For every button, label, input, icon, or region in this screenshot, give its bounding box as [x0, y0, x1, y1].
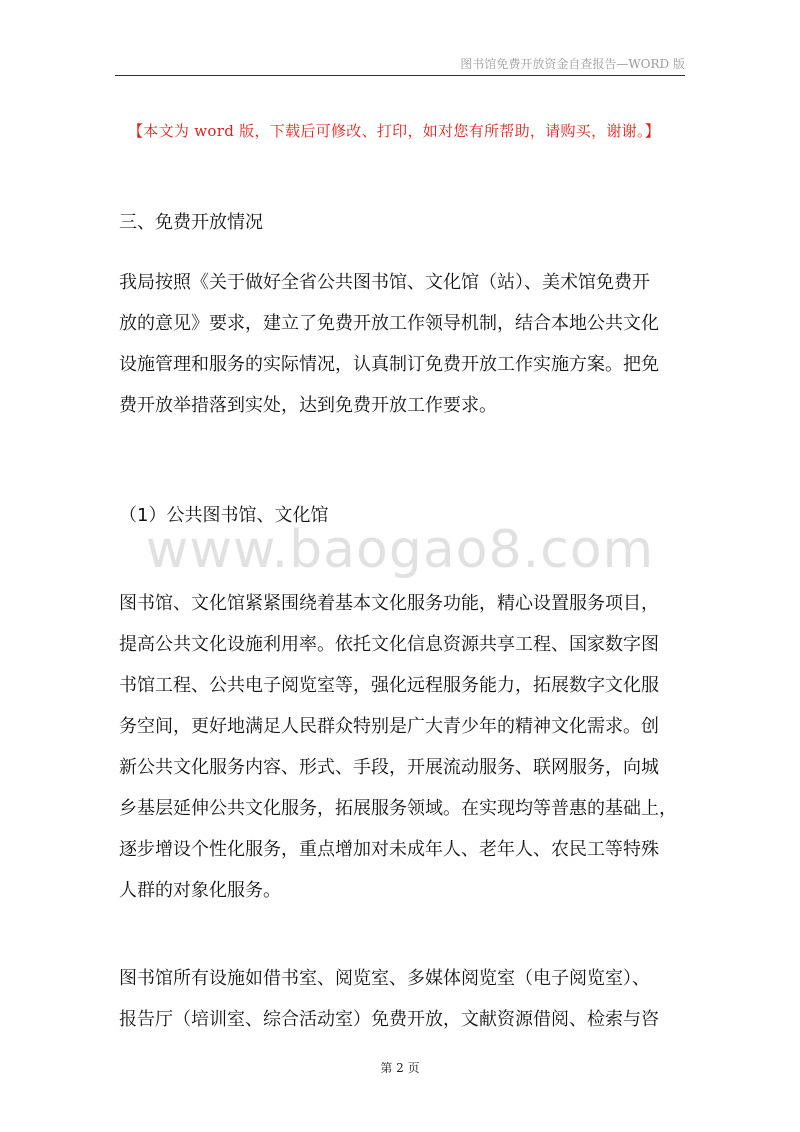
paragraph-line: 报告厅（培训室、综合活动室）免费开放，文献资源借阅、检索与咨 [119, 1009, 659, 1030]
paragraph-3 [119, 958, 681, 1040]
paragraph-1 [119, 262, 681, 426]
paragraph-line: 逐步增设个性化服务，重点增加对未成年人、老年人、农民工等特殊 [119, 839, 659, 860]
paragraph-line: 提高公共文化设施利用率。依托文化信息资源共享工程、国家数字图 [119, 634, 659, 655]
watermark: www.baogao8.com [145, 520, 655, 580]
paragraph-line: 人群的对象化服务。 [119, 880, 281, 901]
paragraph-line: 设施管理和服务的实际情况，认真制订免费开放工作实施方案。把免 [119, 354, 659, 375]
paragraph-2 [119, 583, 681, 911]
header-divider [115, 75, 685, 76]
paragraph-line: 务空间，更好地满足人民群众特别是广大青少年的精神文化需求。创 [119, 716, 659, 737]
paragraph-line: 费开放举措落到实处，达到免费开放工作要求。 [119, 395, 497, 416]
paragraph-line: 放的意见》要求，建立了免费开放工作领导机制，结合本地公共文化 [119, 313, 659, 334]
running-header: 图书馆免费开放资金自查报告—WORD 版 [460, 57, 685, 71]
paragraph-line: 书馆工程、公共电子阅览室等，强化远程服务能力，拓展数字文化服 [119, 675, 659, 696]
section-heading: 三、免费开放情况 [119, 212, 263, 233]
paragraph-line: 新公共文化服务内容、形式、手段，开展流动服务、联网服务，向城 [119, 757, 659, 778]
page-number: 第 2 页 [380, 1061, 420, 1075]
purchase-notice: 【本文为 word 版，下载后可修改、打印，如对您有所帮助，请购买，谢谢。】 [128, 122, 661, 140]
paragraph-line: 图书馆所有设施如借书室、阅览室、多媒体阅览室（电子阅览室）、 [119, 968, 650, 989]
paragraph-line: 乡基层延伸公共文化服务，拓展服务领域。在实现均等普惠的基础上， [119, 798, 677, 819]
subheading: （1）公共图书馆、文化馆 [119, 505, 329, 526]
paragraph-line: 我局按照《关于做好全省公共图书馆、文化馆（站）、美术馆免费开 [119, 272, 650, 293]
paragraph-line: 图书馆、文化馆紧紧围绕着基本文化服务功能，精心设置服务项目， [119, 593, 659, 614]
